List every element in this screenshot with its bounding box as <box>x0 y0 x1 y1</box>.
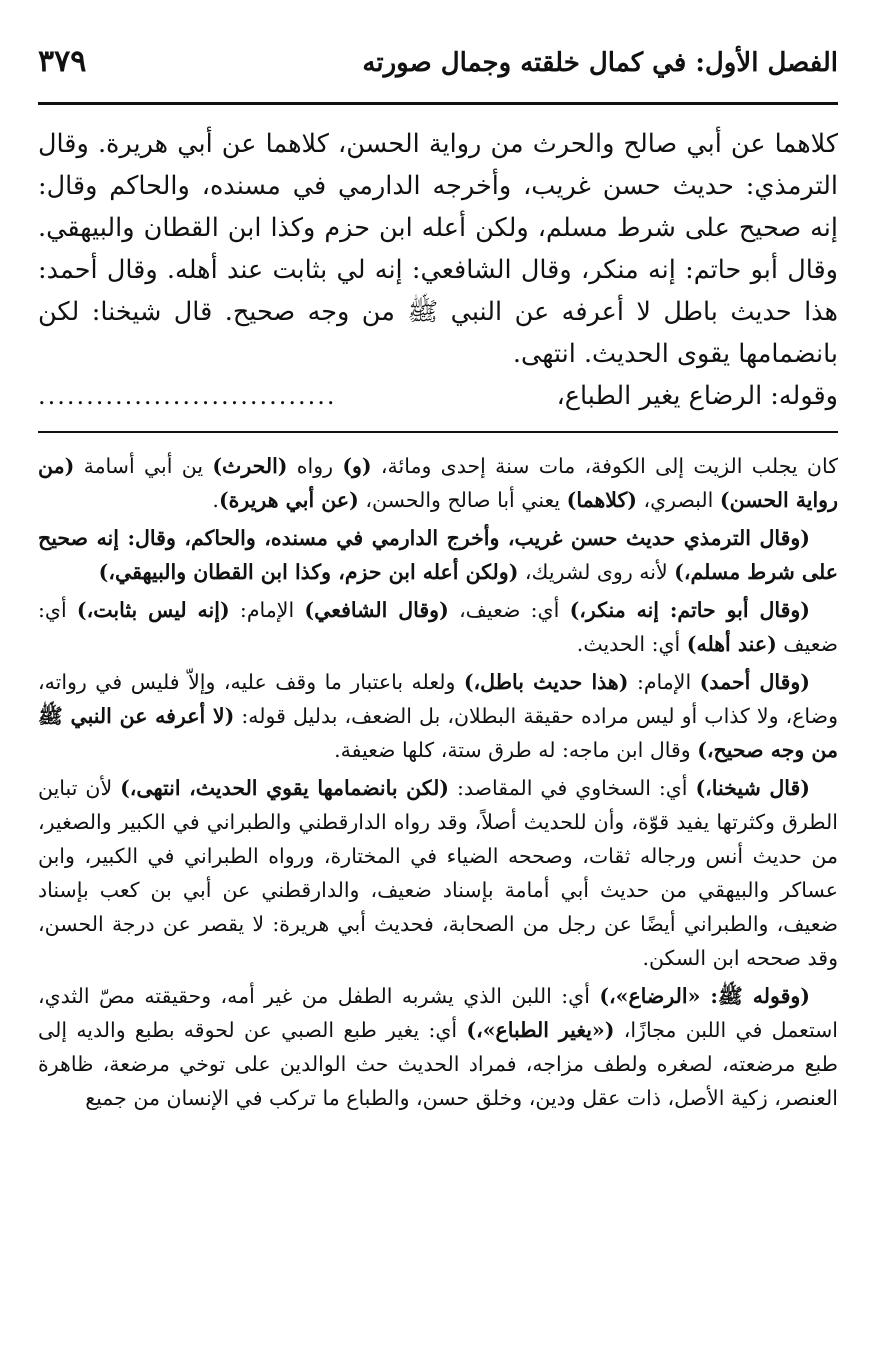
commentary-text: لأن تباين الطرق وكثرتها يفيد قوّة، وأن للحديث أصلاً، وقد رواه الدارقطني والطبراني في الكبير والصغير، من حديث أنس ورجاله ثقات، وصححه الضياء في المختارة، ورواه الطبراني في الكبير، وابن عساكر والبيهقي من حديث أبي أمامة بإسناد ضعيف، والدارقطني عن أبي بن كعب بإسناد ضعيف، والطبراني أيضًا عن رجل من الصحابة، فحديث أبي هريرة: لا يقصر عن درجة الحسن، وقد صححه ابن السكن. <box>38 776 838 970</box>
quoted-text: (وقال الترمذي حديث حسن غريب، وأخرج الدارمي في مسنده، والحاكم، وقال: إنه صحيح على شرط مسلم،) <box>38 526 838 584</box>
commentary-text: وقال ابن ماجه: له طرق ستة، كلها ضعيفة. <box>334 738 698 762</box>
commentary-text: أي: اللبن الذي يشربه الطفل من غير أمه، وحقيقته مصّ الثدي، استعمل في اللبن مجازًا، <box>38 984 839 1042</box>
quoted-text: (إنه ليس بثابت،) <box>76 598 230 622</box>
quoted-text: (من رواية الحسن) <box>38 454 838 512</box>
main-text <box>38 123 838 417</box>
quoted-text: (وقال أحمد) <box>699 670 811 694</box>
quoted-text: (لا أعرفه عن النبي ﷺ من وجه صحيح،) <box>38 704 838 762</box>
commentary <box>38 449 838 1115</box>
quoted-text: (وقال الشافعي) <box>304 598 449 622</box>
quoted-text: (لكن بانضمامها يقوي الحديث، انتهى،) <box>120 776 450 800</box>
commentary-paragraph <box>38 771 838 975</box>
quoted-text: (ولكن أعله ابن حزم، وكذا ابن القطان والبيهقي،) <box>98 560 519 584</box>
commentary-paragraph <box>38 979 838 1115</box>
chapter-title: الفصل الأول: في كمال خلقته وجمال صورته <box>362 48 838 78</box>
ellipsis-dots: ............................... <box>38 382 337 410</box>
commentary-text: كان يجلب الزيت إلى الكوفة، مات سنة إحدى ومائة، <box>371 454 838 478</box>
commentary-text: الإمام: <box>229 598 305 622</box>
main-text-closing: وقوله: الرضاع يغير الطباع، <box>556 381 838 411</box>
commentary-text: ولعله باعتبار ما وقف عليه، وإلاّ فليس في رواته، وضاع، ولا كذاب أو ليس مراده حقيقة البطلان، بل الضعف، بدليل قوله: <box>38 670 838 728</box>
commentary-text: أي: ضعيف <box>38 598 838 656</box>
commentary-paragraph <box>38 449 838 517</box>
commentary-text: الإمام: <box>628 670 700 694</box>
commentary-text: يعني أبا صالح والحسن، <box>358 488 567 512</box>
quoted-text: (وقال أبو حاتم: إنه منكر،) <box>569 598 810 622</box>
quoted-text: (عن أبي هريرة) <box>218 488 359 512</box>
commentary-text: . <box>212 488 219 512</box>
main-text-last-line <box>38 375 838 417</box>
quoted-text: (و) <box>342 454 372 478</box>
commentary-text: رواه <box>287 454 343 478</box>
text-divider <box>38 431 838 433</box>
quoted-text: (وقوله ﷺ: «الرضاع»،) <box>599 984 810 1008</box>
commentary-paragraph <box>38 521 838 589</box>
commentary-paragraph <box>38 593 838 661</box>
commentary-paragraph <box>38 665 838 767</box>
commentary-text: البصري، <box>636 488 720 512</box>
commentary-text: أي: السخاوي في المقاصد: <box>449 776 696 800</box>
quoted-text: («يغير الطباع»،) <box>466 1018 615 1042</box>
quoted-text: (عند أهله) <box>686 632 777 656</box>
commentary-text: لأنه روى لشريك، <box>518 560 675 584</box>
commentary-text: أي: ضعيف، <box>448 598 570 622</box>
quoted-text: (هذا حديث باطل،) <box>463 670 629 694</box>
running-header <box>38 40 838 105</box>
quoted-text: (الحرث) <box>212 454 288 478</box>
main-text-paragraph: كلاهما عن أبي صالح والحرث من رواية الحسن، كلاهما عن أبي هريرة. وقال الترمذي: حديث حسن غريب، وأخرجه الدارمي في مسنده، والحاكم وقال: إنه صحيح على شرط مسلم، ولكن أعله ابن حزم وكذا ابن القطان والبيهقي. وقال أبو حاتم: إنه منكر، وقال الشافعي: إنه لي بثابت عند أهله. وقال أحمد: هذا حديث باطل لا أعرفه عن النبي ﷺ من وجه صحيح. قال شيخنا: لكن بانضمامها يقوى الحديث. انتهى. <box>38 129 838 369</box>
commentary-text: أي: الحديث. <box>576 632 687 656</box>
commentary-text: ين أبي أسامة <box>74 454 213 478</box>
page <box>38 40 838 1119</box>
page-number: ٣٧٩ <box>38 44 87 79</box>
commentary-text: أي: يغير طبع الصبي عن لحوقه بطبع والديه إلى طبع مرضعته، لصغره ولطف مزاجه، فمراد الحديث حث الوالدين على توخي مرضعة، ظاهرة العنصر، زكية الأصل، ذات عقل ودين، وخلق حسن، والطباع ما تركب في الإنسان من جميع <box>38 1018 838 1110</box>
quoted-text: (قال شيخنا،) <box>695 776 810 800</box>
quoted-text: (كلاهما) <box>566 488 637 512</box>
